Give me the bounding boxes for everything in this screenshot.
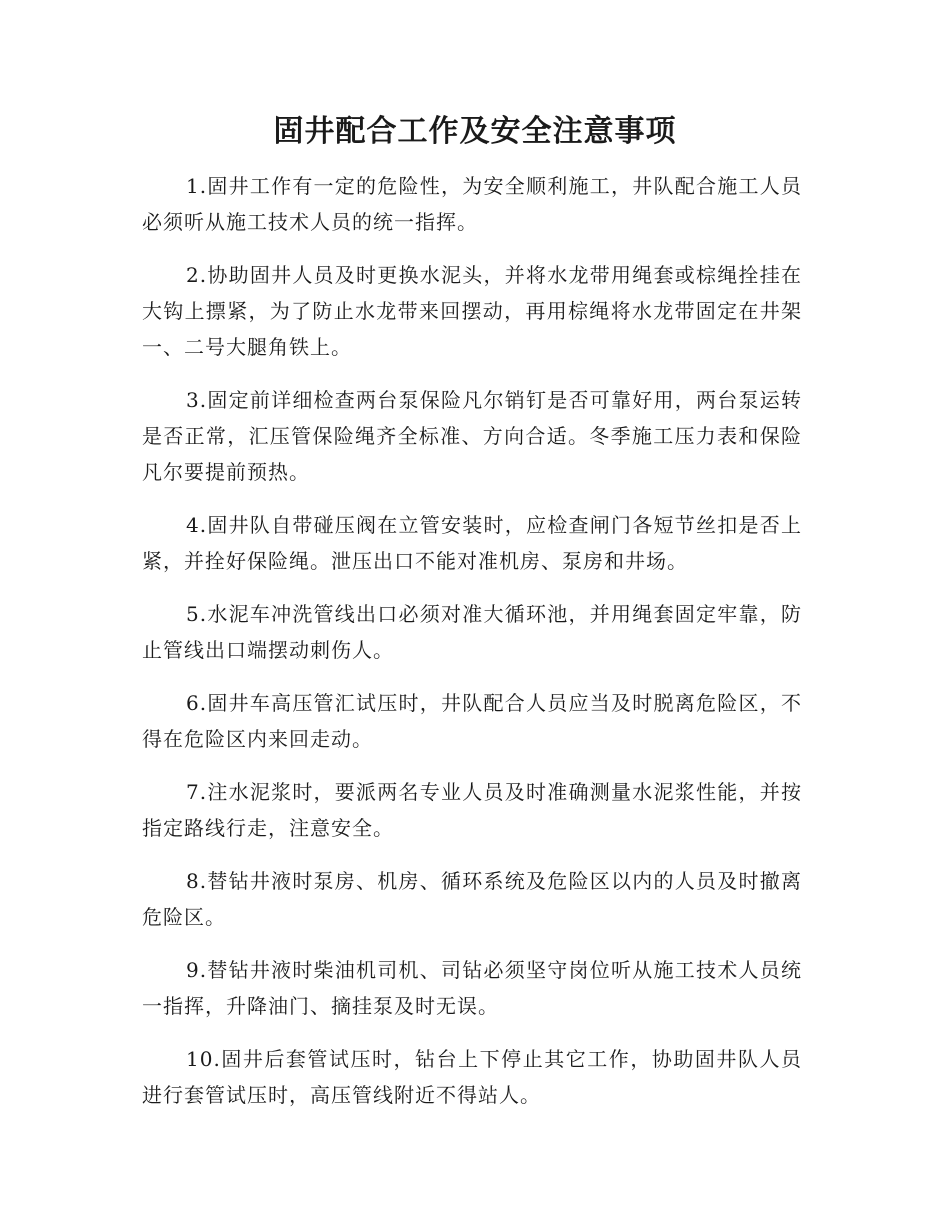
paragraph-10: 10.固井后套管试压时，钻台上下停止其它工作，协助固井队人员进行套管试压时，高压管线附近不得站人。 xyxy=(142,1047,802,1107)
paragraph-5: 5.水泥车冲洗管线出口必须对准大循环池，并用绳套固定牢靠，防止管线出口端摆动刺伤人。 xyxy=(142,602,802,662)
paragraph-9: 9.替钻井液时柴油机司机、司钻必须坚守岗位听从施工技术人员统一指挥，升降油门、摘挂泵及时无误。 xyxy=(142,958,802,1018)
paragraph-2: 2.协助固井人员及时更换水泥头，并将水龙带用绳套或棕绳拴挂在大钩上摽紧，为了防止水龙带来回摆动，再用棕绳将水龙带固定在井架一、二号大腿角铁上。 xyxy=(142,263,802,359)
document-title: 固井配合工作及安全注意事项 xyxy=(273,114,677,149)
paragraph-6: 6.固井车高压管汇试压时，井队配合人员应当及时脱离危险区，不得在危险区内来回走动。 xyxy=(142,691,802,751)
paragraph-1: 1.固井工作有一定的危险性，为安全顺利施工，井队配合施工人员必须听从施工技术人员的统一指挥。 xyxy=(142,174,802,234)
paragraph-3: 3.固定前详细检查两台泵保险凡尔销钉是否可靠好用，两台泵运转是否正常，汇压管保险绳齐全标准、方向合适。冬季施工压力表和保险凡尔要提前预热。 xyxy=(142,388,802,484)
paragraph-4: 4.固井队自带碰压阀在立管安装时，应检查闸门各短节丝扣是否上紧，并拴好保险绳。泄压出口不能对准机房、泵房和井场。 xyxy=(142,513,802,573)
paragraph-8: 8.替钻井液时泵房、机房、循环系统及危险区以内的人员及时撤离危险区。 xyxy=(142,869,802,929)
document-body xyxy=(142,168,802,1130)
paragraph-7: 7.注水泥浆时，要派两名专业人员及时准确测量水泥浆性能，并按指定路线行走，注意安全。 xyxy=(142,780,802,840)
